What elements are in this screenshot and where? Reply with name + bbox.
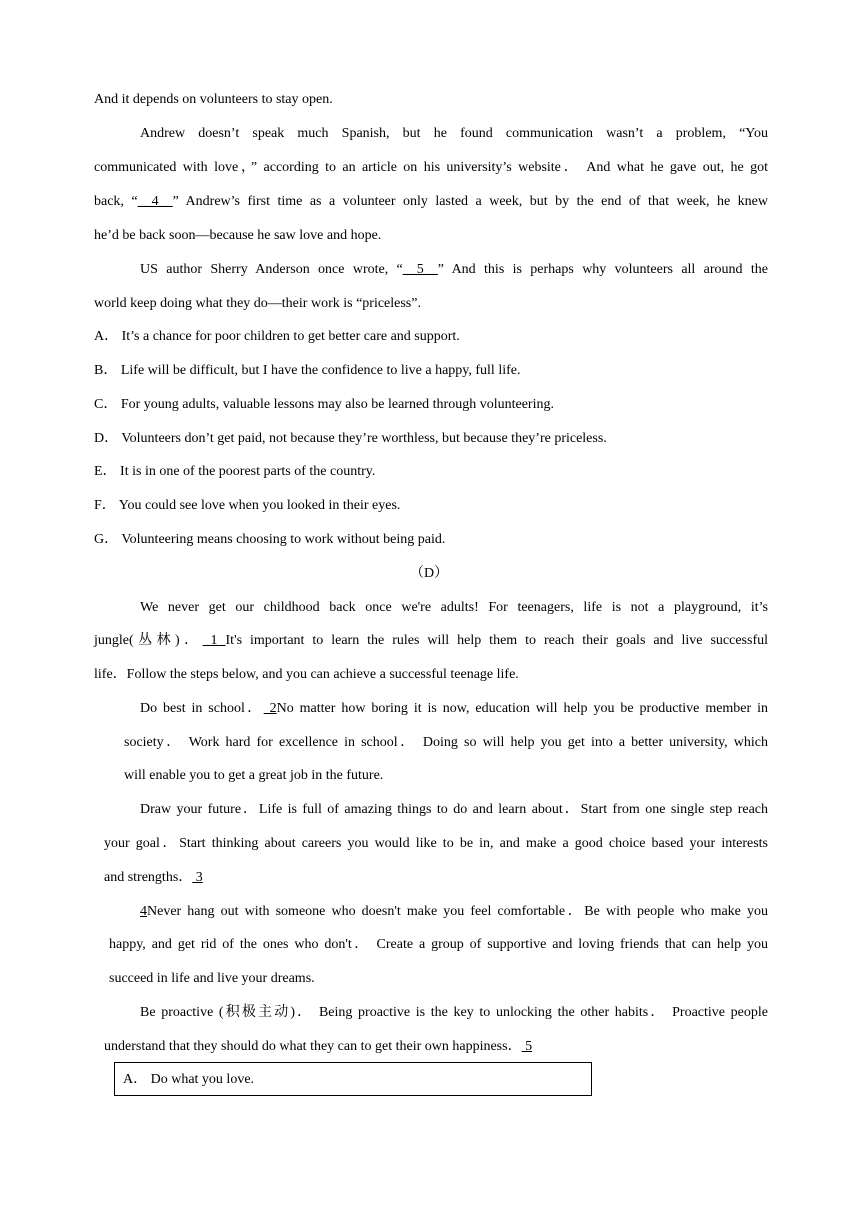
- paragraph-line: We never get our childhood back once we're adults! For teenagers, life is not a playground, it’s: [140, 600, 768, 615]
- options-box: [114, 1062, 592, 1096]
- text-segment: ” And this is perhaps why volunteers all around the: [437, 262, 768, 277]
- paragraph-line: And it depends on volunteers to stay open.: [94, 92, 333, 107]
- section-heading: （D）: [410, 566, 449, 581]
- paragraph-line: [104, 1038, 532, 1056]
- blank-5: __5__: [402, 262, 438, 277]
- option-d: D． Volunteers don’t get paid, not because they’re worthless, but because they’re priceless.: [94, 431, 607, 446]
- blank-4-marker: 4: [140, 904, 147, 919]
- paragraph-line: will enable you to get a great job in the future.: [124, 768, 384, 783]
- option-f: F． You could see love when you looked in their eyes.: [94, 498, 401, 513]
- option-g: G． Volunteering means choosing to work without being paid.: [94, 532, 446, 547]
- blank-3: 3: [192, 870, 203, 885]
- paragraph-line: [140, 903, 768, 921]
- paragraph-line: happy, and get rid of the ones who don't． Create a group of supportive and loving friends that can help you: [109, 937, 768, 952]
- text-segment: US author Sherry Anderson once wrote, “: [140, 262, 403, 277]
- text-segment: ” Andrew’s first time as a volunteer only lasted a week, but by the end of that week, he knew: [172, 194, 768, 209]
- option-e: E． It is in one of the poorest parts of the country.: [94, 464, 376, 479]
- paragraph-line: succeed in life and live your dreams.: [109, 971, 315, 986]
- paragraph-line: [140, 261, 768, 279]
- text-segment: It's important to learn the rules will help them to reach their goals and live successful: [225, 633, 768, 648]
- text-segment: back, “: [94, 194, 138, 209]
- blank-5: 5: [521, 1039, 533, 1054]
- paragraph-line: [94, 632, 768, 650]
- box-option-a: A． Do what you love.: [123, 1072, 255, 1087]
- text-segment: Do best in school．: [140, 701, 264, 716]
- paragraph-line: [140, 700, 768, 718]
- paragraph-line: he’d be back soon—because he saw love and hope.: [94, 228, 382, 243]
- option-b: B． Life will be difficult, but I have the confidence to live a happy, full life.: [94, 363, 521, 378]
- paragraph-line: Andrew doesn’t speak much Spanish, but he found communication wasn’t a problem, “You: [140, 126, 768, 141]
- paragraph-line: society． Work hard for excellence in school． Doing so will help you get into a better university, which: [124, 735, 768, 750]
- blank-2: 2: [263, 701, 277, 716]
- text-segment: No matter how boring it is now, education will help you be productive member in: [276, 701, 768, 716]
- paragraph-line: [104, 869, 203, 887]
- option-c: C． For young adults, valuable lessons may also be learned through volunteering.: [94, 397, 554, 412]
- paragraph-line: communicated with love，” according to an article on his university’s website． And what he gave out, he got: [94, 160, 768, 175]
- paragraph-line: life．Follow the steps below, and you can achieve a successful teenage life.: [94, 667, 519, 682]
- text-segment: Never hang out with someone who doesn't make you feel comfortable．Be with people who make you: [147, 904, 768, 919]
- option-a: A． It’s a chance for poor children to get better care and support.: [94, 329, 460, 344]
- blank-4: __4__: [137, 194, 173, 209]
- paragraph-line: Be proactive (积极主动)． Being proactive is the key to unlocking the other habits． Proactive people: [140, 1005, 768, 1020]
- blank-1: 1: [202, 633, 226, 648]
- text-segment: understand that they should do what they can to get their own happiness．: [104, 1039, 522, 1054]
- paragraph-line: world keep doing what they do—their work is “priceless”.: [94, 296, 421, 311]
- text-segment: jungle(丛林)．: [94, 633, 203, 648]
- paragraph-line: your goal．Start thinking about careers you would like to be in, and make a good choice based your interests: [104, 836, 768, 851]
- paragraph-line: [94, 193, 768, 211]
- text-segment: and strengths．: [104, 870, 193, 885]
- paragraph-line: Draw your future．Life is full of amazing things to do and learn about．Start from one single step reach: [140, 802, 768, 817]
